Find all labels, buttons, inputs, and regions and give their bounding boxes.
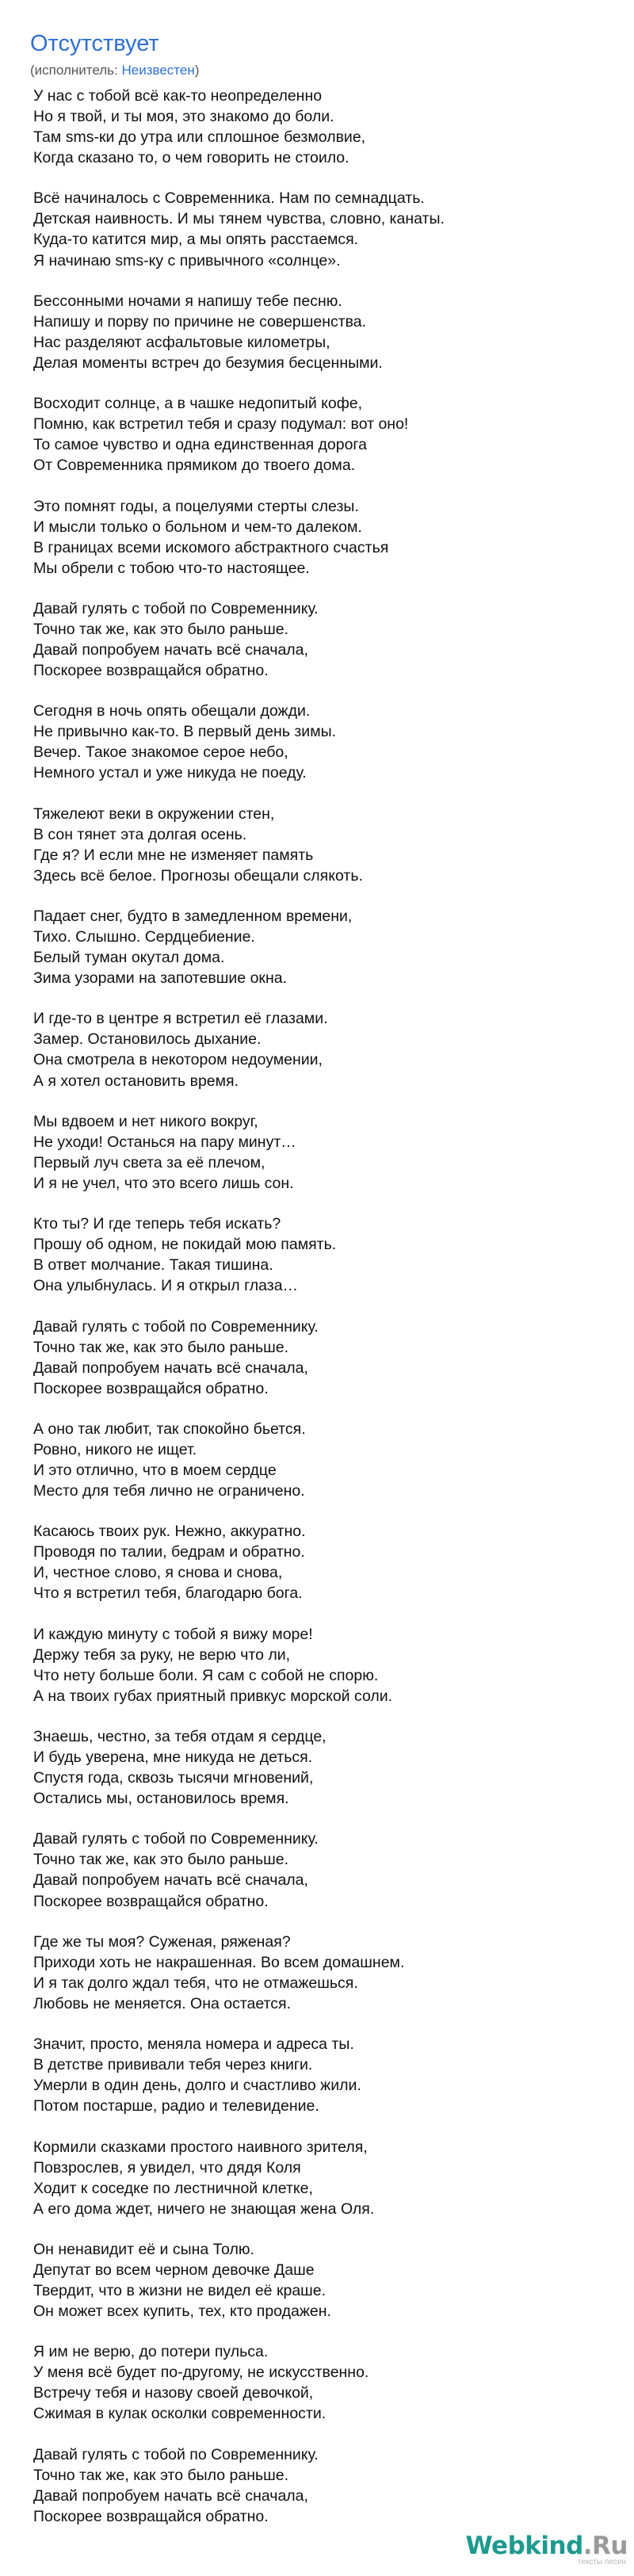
lyrics-stanza (33, 2341, 620, 2424)
lyrics-line: Тяжелеют веки в окружении стен, (33, 805, 275, 823)
lyrics-line: Точно так же, как это было раньше. (33, 1851, 289, 1869)
lyrics-stanza (33, 1213, 620, 1296)
lyrics-line: Давай попробуем начать всё сначала, (33, 640, 308, 659)
lyrics-line: Но я твой, и ты моя, это знакомо до боли. (33, 108, 334, 126)
lyrics-line: Вечер. Такое знакомое серое небо, (33, 743, 288, 762)
lyrics-line: Она улыбнулась. И я открыл глаза… (33, 1277, 299, 1295)
lyrics-line: Замер. Остановилось дыхание. (33, 1030, 262, 1049)
song-title: Отсутствует (30, 31, 159, 56)
lyrics-line: Где же ты моя? Суженая, ряженая? (33, 1932, 291, 1951)
lyrics-line: Не уходи! Останься на пару минут… (33, 1133, 296, 1151)
lyrics-stanza (33, 1726, 620, 1809)
performer-prefix: (исполнитель: (30, 63, 122, 78)
lyrics-line: И будь уверена, мне никуда не деться. (33, 1749, 313, 1767)
lyrics-line: Давай гулять с тобой по Современнику. (33, 599, 319, 617)
lyrics-line: Твердит, что в жизни не видел её краше. (33, 2281, 327, 2299)
lyrics-line: Восходит солнце, а в чашке недопитый кофе, (33, 395, 363, 413)
lyrics-stanza (33, 1317, 620, 1399)
performer-suffix: ) (194, 63, 200, 78)
lyrics-stanza (33, 291, 620, 373)
lyrics-line: И где-то в центре я встретил её глазами. (33, 1010, 328, 1028)
lyrics-line: Там sms-ки до утра или сплошное безмолвие, (33, 128, 366, 147)
lyrics-line: В границах всеми искомого абстрактного счастья (33, 538, 389, 556)
lyrics-line: Точно так же, как это было раньше. (33, 1338, 289, 1356)
site-watermark (445, 2533, 628, 2568)
lyrics-line: Мы обрели с тобою что-то настоящее. (33, 559, 310, 577)
lyrics-stanza (33, 1624, 620, 1707)
lyrics-line: Поскорее возвращайся обратно. (33, 2507, 269, 2525)
lyrics-line: Сжимая в кулак осколки современности. (33, 2405, 327, 2423)
watermark-tagline: тексты песен (577, 2558, 626, 2566)
lyrics-stanza (33, 1419, 620, 1501)
lyrics-line: Любовь не меняется. Она остается. (33, 1994, 292, 2012)
lyrics-line: Напишу и порву по причине не совершенства. (33, 312, 367, 331)
lyrics-stanza (33, 804, 620, 886)
lyrics-stanza (33, 598, 620, 681)
lyrics-line: Давай гулять с тобой по Современнику. (33, 2445, 319, 2463)
watermark-logo (445, 2533, 628, 2559)
lyrics-line: Встречу тебя и назову своей девочкой, (33, 2384, 314, 2402)
performer-link[interactable]: Неизвестен (121, 63, 195, 78)
lyrics-line: Нас разделяют асфальтовые километры, (33, 333, 330, 351)
lyrics-line: Депутат во всем черном девочке Даше (33, 2261, 315, 2279)
lyrics-line: Она смотрела в некотором недоумении, (33, 1051, 323, 1069)
lyrics-stanza (33, 1008, 620, 1091)
lyrics-stanza (33, 86, 620, 168)
lyrics-line: А его дома ждет, ничего не знающая жена Оля. (33, 2200, 375, 2218)
lyrics-line: Знаешь, честно, за тебя отдам я сердце, (33, 1728, 327, 1745)
lyrics-line: Кормили сказками простого наивного зрителя, (33, 2138, 368, 2156)
lyrics-line: Место для тебя лично не ограничено. (33, 1482, 305, 1500)
lyrics-line: Держу тебя за руку, не верю что ли, (33, 1645, 291, 1664)
lyrics-line: Падает снег, будто в замедленном времени, (33, 908, 353, 925)
lyrics-line: Первый луч света за её плечом, (33, 1153, 265, 1171)
lyrics-line: Помню, как встретил тебя и сразу подумал: вот оно! (33, 415, 409, 434)
lyrics-stanza (33, 2034, 620, 2116)
lyrics-line: Когда сказано то, о чем говорить не стоило. (33, 149, 349, 167)
lyrics-stanza (33, 2444, 620, 2527)
lyrics-line: И мысли только о больном и чем-то далеком. (33, 518, 362, 536)
lyrics-line: То самое чувство и одна единственная дорога (33, 436, 367, 454)
lyrics-line: Давай попробуем начать всё сначала, (33, 1359, 308, 1377)
lyrics-line: Что я встретил тебя, благодарю бога. (33, 1584, 303, 1603)
lyrics-line: Остались мы, остановилось время. (33, 1790, 289, 1808)
lyrics-line: Я начинаю sms-ку с привычного «солнце». (33, 251, 341, 269)
lyrics-line: В детстве прививали тебя через книги. (33, 2056, 313, 2074)
lyrics-line: Кто ты? И где теперь тебя искать? (33, 1215, 281, 1233)
performer-line (30, 62, 617, 79)
lyrics-line: Тихо. Слышно. Сердцебиение. (33, 928, 255, 946)
lyrics-line: В ответ молчание. Такая тишина. (33, 1256, 273, 1275)
lyrics-stanza (33, 1932, 620, 2014)
lyrics-line: Потом постарше, радио и телевидение. (33, 2097, 319, 2115)
lyrics-stanza (33, 2239, 620, 2322)
lyrics-line: Касаюсь твоих рук. Нежно, аккуратно. (33, 1523, 306, 1541)
lyrics-line: А на твоих губах приятный привкус морской соли. (33, 1687, 393, 1705)
lyrics-line: Здесь всё белое. Прогнозы обещали слякоть. (33, 866, 363, 885)
lyrics-line: Давай гулять с тобой по Современнику. (33, 1317, 319, 1336)
lyrics-stanza (33, 1829, 620, 1911)
lyrics-line: Точно так же, как это было раньше. (33, 620, 289, 638)
lyrics-line: Поскорее возвращайся обратно. (33, 1379, 269, 1397)
lyrics-line: Давай гулять с тобой по Современнику. (33, 1830, 319, 1848)
lyrics-line: Он ненавидит её и сына Толю. (33, 2240, 254, 2258)
lyrics-line: Сегодня в ночь опять обещали дожди. (33, 702, 311, 720)
lyrics-line: И это отлично, что в моем сердце (33, 1461, 277, 1479)
lyrics-line: Значит, просто, меняла номера и адреса ты. (33, 2035, 354, 2054)
lyrics-line: Повзрослев, я увидел, что дядя Коля (33, 2158, 301, 2177)
lyrics-line: Ходит к соседке по лестничной клетке, (33, 2179, 313, 2197)
lyrics-body (33, 86, 620, 2547)
lyrics-line: Делая моменты встреч до безумия бесценными. (33, 354, 383, 372)
lyrics-line: И каждую минуту с тобой я вижу море! (33, 1625, 313, 1643)
lyrics-line: Не привычно как-то. В первый день зимы. (33, 723, 337, 741)
lyrics-line: И, честное слово, я снова и снова, (33, 1564, 283, 1582)
lyrics-line: Спустя года, сквозь тысячи мгновений, (33, 1769, 314, 1787)
lyrics-line: Что нету больше боли. Я сам с собой не спорю. (33, 1666, 379, 1684)
lyrics-line: От Современника прямиком до твоего дома. (33, 457, 356, 475)
lyrics-line: Детская наивность. И мы тянем чувства, словно, канаты. (33, 210, 445, 228)
lyrics-stanza (33, 701, 620, 783)
lyrics-line: Прошу об одном, не покидай мою память. (33, 1236, 337, 1254)
lyrics-line: Он может всех купить, тех, кто продажен. (33, 2303, 331, 2321)
lyrics-stanza (33, 2137, 620, 2219)
lyrics-line: Где я? И если мне не изменяет память (33, 846, 314, 864)
lyrics-line: Это помнят годы, а поцелуями стерты слезы. (33, 497, 359, 515)
lyrics-stanza (33, 496, 620, 579)
lyrics-line: Приходи хоть не накрашенная. Во всем домашнем. (33, 1953, 405, 1971)
lyrics-line: Проводя по талии, бедрам и обратно. (33, 1543, 305, 1561)
lyrics-line: Точно так же, как это было раньше. (33, 2466, 289, 2484)
lyrics-line: Куда-то катится мир, а мы опять расстаемся. (33, 231, 359, 249)
lyrics-line: У нас с тобой всё как-то неопределенно (33, 87, 323, 105)
lyrics-line: Мы вдвоем и нет никого вокруг, (33, 1112, 258, 1130)
lyrics-stanza (33, 1111, 620, 1194)
lyrics-line: Зима узорами на запотевшие окна. (33, 969, 287, 988)
lyrics-line: Белый туман окутал дома. (33, 949, 225, 967)
song-header (30, 30, 617, 79)
lyrics-stanza (33, 188, 620, 270)
lyrics-line: Немного устал и уже никуда не поеду. (33, 764, 307, 782)
lyrics-stanza (33, 906, 620, 988)
lyrics-stanza (33, 393, 620, 476)
lyrics-line: Поскорее возвращайся обратно. (33, 662, 269, 680)
lyrics-line: В сон тянет эта долгая осень. (33, 825, 247, 843)
lyrics-stanza (33, 1521, 620, 1603)
lyrics-line: А я хотел остановить время. (33, 1072, 239, 1090)
lyrics-line: У меня всё будет по-другому, не искусственно. (33, 2364, 369, 2382)
lyrics-line: Ровно, никого не ищет. (33, 1440, 197, 1458)
watermark-logo-main: Webkind (465, 2532, 583, 2560)
lyrics-line: Давай попробуем начать всё сначала, (33, 2486, 308, 2505)
lyrics-line: Всё начиналось с Современника. Нам по семнадцать. (33, 189, 425, 208)
lyrics-line: Умерли в один день, долго и счастливо жили. (33, 2077, 361, 2095)
lyrics-line: Бессонными ночами я напишу тебе песню. (33, 292, 342, 310)
lyrics-line: Я им не верю, до потери пульса. (33, 2343, 269, 2361)
lyrics-line: Поскорее возвращайся обратно. (33, 1892, 269, 1910)
watermark-logo-tld: .Ru (582, 2532, 628, 2560)
lyrics-line: И я не учел, что это всего лишь сон. (33, 1174, 294, 1192)
lyrics-line: А оно так любит, так спокойно бьется. (33, 1420, 306, 1438)
lyrics-line: Давай попробуем начать всё сначала, (33, 1871, 308, 1890)
lyrics-line: И я так долго ждал тебя, что не отмажешься. (33, 1974, 358, 1992)
